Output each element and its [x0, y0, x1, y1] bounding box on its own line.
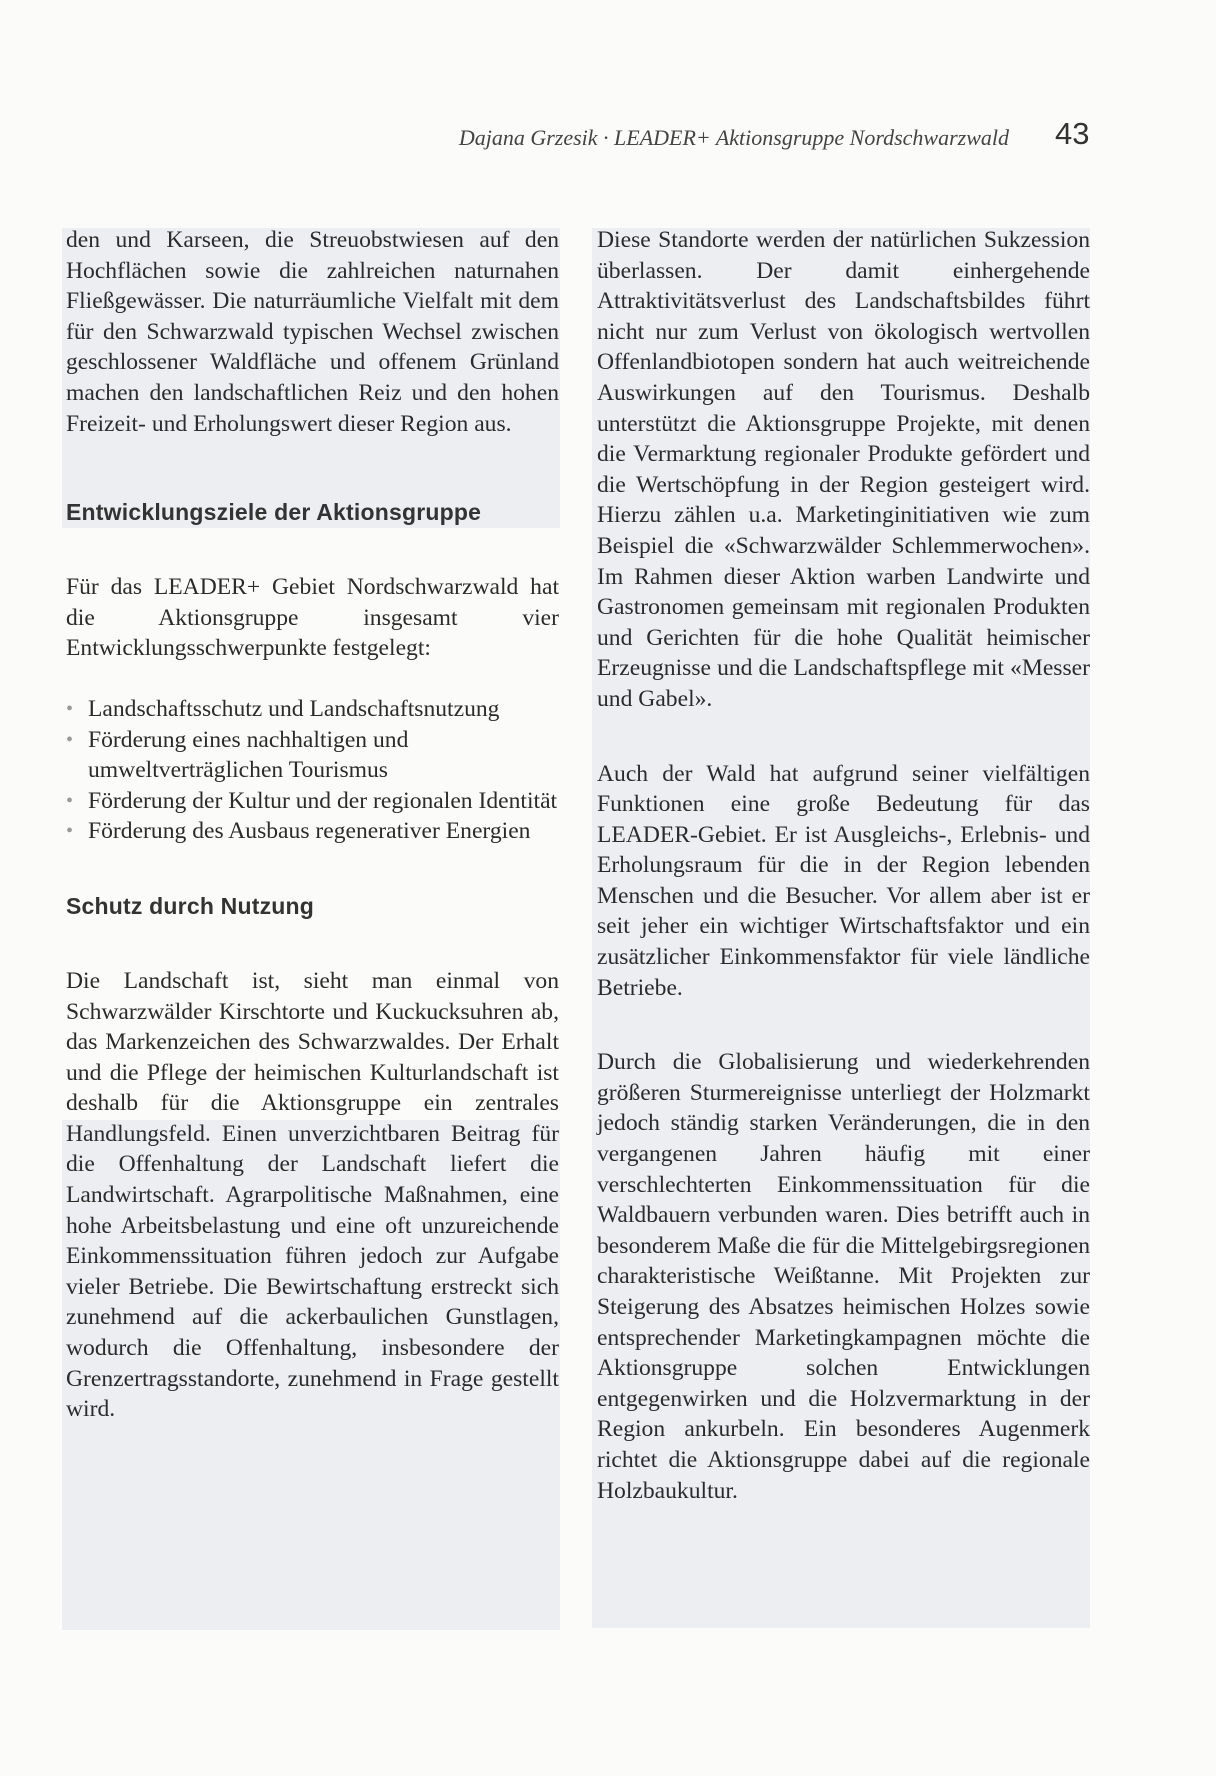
running-title: Dajana Grzesik · LEADER+ Aktionsgruppe Nordschwarzwald [458, 125, 1009, 150]
paragraph: Auch der Wald hat aufgrund seiner vielfältigen Funktionen eine große Bedeutung für das LEADER-Gebiet. Er ist Ausgleichs-, Erlebnis- und Erholungsraum für die in der Region lebenden Menschen und die Besucher. Vor allem aber ist er seit jeher ein wichtiger Wirtschaftsfaktor und ein zusätzlicher Einkommensfaktor für viele ländliche Betriebe. [597, 760, 1090, 1001]
bullet-icon: • [66, 820, 74, 843]
list-item: • Landschaftsschutz und Landschaftsnutzung [66, 694, 558, 725]
paragraph: Durch die Globalisierung und wiederkehrenden größeren Sturmereignisse unterliegt der Holzmarkt jedoch ständig starken Veränderungen, die in den vergangenen Jahren häufig mit einer verschlechterten Einkommenssituation für die Waldbauern verbunden waren. Dies betrifft auch in besonderem Maße die für die Mittelgebirgsregionen charakteristische Weißtanne. Mit Projekten zur Steigerung des Absatzes heimischen Holzes sowie entsprechender Marketingkampagnen möchte die Aktionsgruppe solchen Entwicklungen entgegenwirken und die Holzvermarktung in der Region ankurbeln. Ein besonderes Augenmerk richtet die Aktionsgruppe dabei auf die regionale Holzbaukultur. [597, 1049, 1090, 1504]
paragraph: Diese Standorte werden der natürlichen Sukzession überlassen. Der damit einhergehende Attraktivitätsverlust des Landschaftsbildes führt nicht nur zum Verlust von ökologisch wertvollen Offenlandbiotopen sondern hat auch weitreichende Auswirkungen auf den Tourismus. Deshalb unterstützt die Aktionsgruppe Projekte, mit denen die Vermarktung regionaler Produkte gefördert und die Wertschöpfung in der Region gesteigert wird. Hierzu zählen u.a. Marketinginitiativen wie zum Beispiel die «Schwarzwälder Schlemmerwochen». Im Rahmen dieser Aktion warben Landwirte und Gastronomen gemeinsam mit regionalen Produkten und Gerichten für die hohe Qualität heimischer Erzeugnisse und die Landschaftspflege mit «Messer und Gabel». [597, 227, 1090, 712]
running-header [0, 112, 1216, 162]
goals-list [66, 694, 559, 847]
list-item: • Förderung eines nachhaltigen und umweltverträglichen Tourismus [66, 726, 409, 784]
list-item: • Förderung der Kultur und der regionalen Identität [66, 786, 558, 817]
paragraph: Die Landschaft ist, sieht man einmal von Schwarzwälder Kirschtorte und Kuckucksuhren ab, das Markenzeichen des Schwarzwaldes. Der Erhalt und die Pflege der heimischen Kulturlandschaft ist deshalb für die Aktionsgruppe ein zentrales Handlungsfeld. Einen unverzichtbaren Beitrag für die Offenhaltung der Landschaft liefert die Landwirtschaft. Agrarpolitische Maßnahmen, eine hohe Arbeitsbelastung und eine oft unzureichende Einkommenssituation führen jedoch zur Aufgabe vieler Betriebe. Die Bewirtschaftung erstreckt sich zunehmend auf die ackerbaulichen Gunstlagen, wodurch die Offenhaltung, insbesondere der Grenzertragsstandorte, zunehmend in Frage gestellt wird. [66, 967, 559, 1423]
section-heading: Entwicklungsziele der Aktionsgruppe [66, 499, 482, 526]
right-column [597, 225, 1090, 1506]
bullet-icon: • [66, 697, 74, 720]
page-number: 43 [1055, 116, 1090, 151]
section-heading: Schutz durch Nutzung [66, 892, 315, 919]
bullet-icon: • [66, 728, 74, 751]
list-item: • Förderung des Ausbaus regenerativer Energien [66, 816, 558, 847]
paragraph: den und Karseen, die Streuobstwiesen auf den Hochflächen sowie die zahlreichen naturnahen Fließgewässer. Die naturräumliche Vielfalt mit dem für den Schwarzwald typischen Wechsel zwischen geschlossener Waldfläche und offenem Grünland machen den landschaftlichen Reiz und den hohen Freizeit- und Erholungswert dieser Region aus. [66, 227, 559, 437]
paragraph: Für das LEADER+ Gebiet Nordschwarzwald hat die Aktionsgruppe insgesamt vier Entwicklungsschwerpunkte festgelegt: [66, 574, 559, 662]
bullet-icon: • [66, 789, 74, 812]
left-column [66, 225, 559, 1425]
